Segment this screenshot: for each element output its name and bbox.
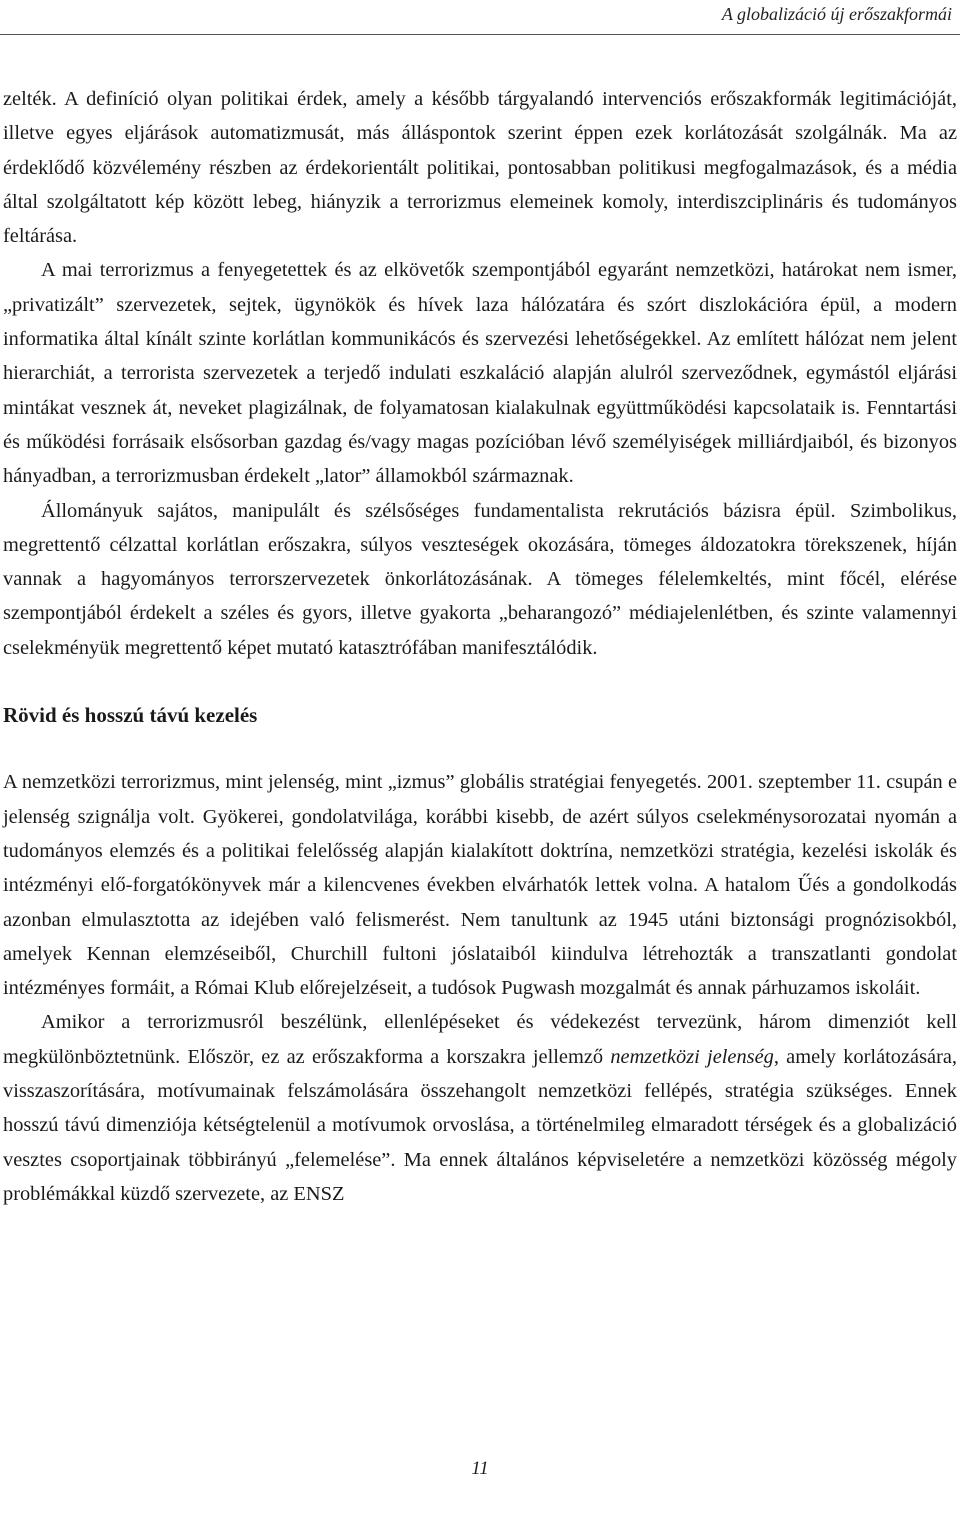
paragraph-2: A mai terrorizmus a fenyegetettek és az elkövetők szempontjából egyaránt nemzetközi, határokat nem ismer, „privatizált” szervezetek, sejtek, ügynökök és hívek laza hálózatára és szórt diszlokációra épül, a modern informatika által kínált szinte korlátlan kommunikácós és szervezési lehetőségekkel. Az említett hálózat nem jelent hierarchiát, a terrorista szervezetek a terjedő indulati eszkaláció alapján alulról szerveződnek, egymástól eljárási mintákat vesznek át, neveket plagizálnak, de folyamatosan kialakulnak együttműködési kapcsolataik is. Fenntartási és működési forrásaik elsősorban gazdag és/vagy magas pozícióban lévő személyiségek milliárdjaiból, és bizonyos hányadban, a terrorizmusban érdekelt „lator” államokból származnak. [3, 259, 957, 488]
paragraph-5 [3, 1005, 957, 1211]
running-title: A globalizáció új erőszakformái [721, 4, 952, 24]
paragraph-5-text-before: Amikor a terrorizmusról beszélünk, ellenlépéseket és védekezést tervezünk, három dimenziót kell megkülönböztetnünk. Először, ez az erőszakforma a korszakra jellemző [3, 1011, 957, 1068]
paragraph-3: Állományuk sajátos, manipulált és szélsőséges fundamentalista rekrutációs bázisra épül. Szimbolikus, megrettentő célzattal korlátlan erőszakra, súlyos veszteségek okozására, tömeges áldozatokra törekszenek, híján vannak a hagyományos terrorszervezetek önkorlátozásának. A tömeges félelemkeltés, mint főcél, elérése szempontjából érdekelt a széles és gyors, illetve gyakorta „beharangozó” médiajelenlétben, és szinte valamennyi cselekményük megrettentő képet mutató katasztrófában manifesztálódik. [3, 499, 957, 659]
paragraph-4: A nemzetközi terrorizmus, mint jelenség, mint „izmus” globális stratégiai fenyegetés. 2001. szeptember 11. csupán e jelenség szignálja volt. Gyökerei, gondolatvilága, korábbi kisebb, de azért súlyos cselekménysorozatai nyomán a tudományos elemzés és a politikai felelősség alapján kialakított doktrína, nemzetközi stratégia, kezelési iskolák és intézményi elő-forgatókönyvek már a kilencvenes években elvárhatók lettek volna. A hatalom Űés a gondolkodás azonban elmulasztotta az idejében való felismerést. Nem tanultunk az 1945 utáni biztonsági prognózisokból, amelyek Kennan elemzéseiből, Churchill fultoni jóslataiból kiindulva létrehozták a transzatlanti gondolat intézményes formáit, a Római Klub előrejelzéseit, a tudósok Pugwash mozgalmát és annak párhuzamos iskoláit. [3, 771, 957, 1000]
header-rule [0, 34, 960, 35]
page-number: 11 [471, 1458, 489, 1479]
paragraph-1: zelték. A definíció olyan politikai érdek, amely a később tárgyalandó intervenciós erőszakformák legitimációját, illetve egyes eljárások automatizmusát, más álláspontok szerint éppen ezek korlátozását szolgálnák. Ma az érdeklődő közvélemény részben az érdekorientált politikai, pontosabban politikusi megfogalmazások, és a média által szolgáltatott kép között lebeg, hiányzik a terrorizmus elemeinek komoly, interdiszciplináris és tudományos feltárása. [3, 88, 957, 248]
section-heading: Rövid és hosszú távú kezelés [3, 703, 258, 728]
paragraph-5-text-after: , amely korlátozására, visszaszorítására, motívumainak felszámolására összehangolt nemzetközi fellépés, stratégia szükséges. Ennek hosszú távú dimenziója kétségtelenül a motívumok orvoslása, a történelmileg elmaradott térségek és a globalizáció vesztes csoportjainak többirányú „felemelése”. Ma ennek általános képviseletére a nemzetközi közösség mégoly problémákkal küzdő szervezete, az ENSZ [3, 1045, 958, 1205]
paragraph-5-italic-term: nemzetközi jelenség [610, 1045, 774, 1068]
body-text [3, 82, 957, 1211]
